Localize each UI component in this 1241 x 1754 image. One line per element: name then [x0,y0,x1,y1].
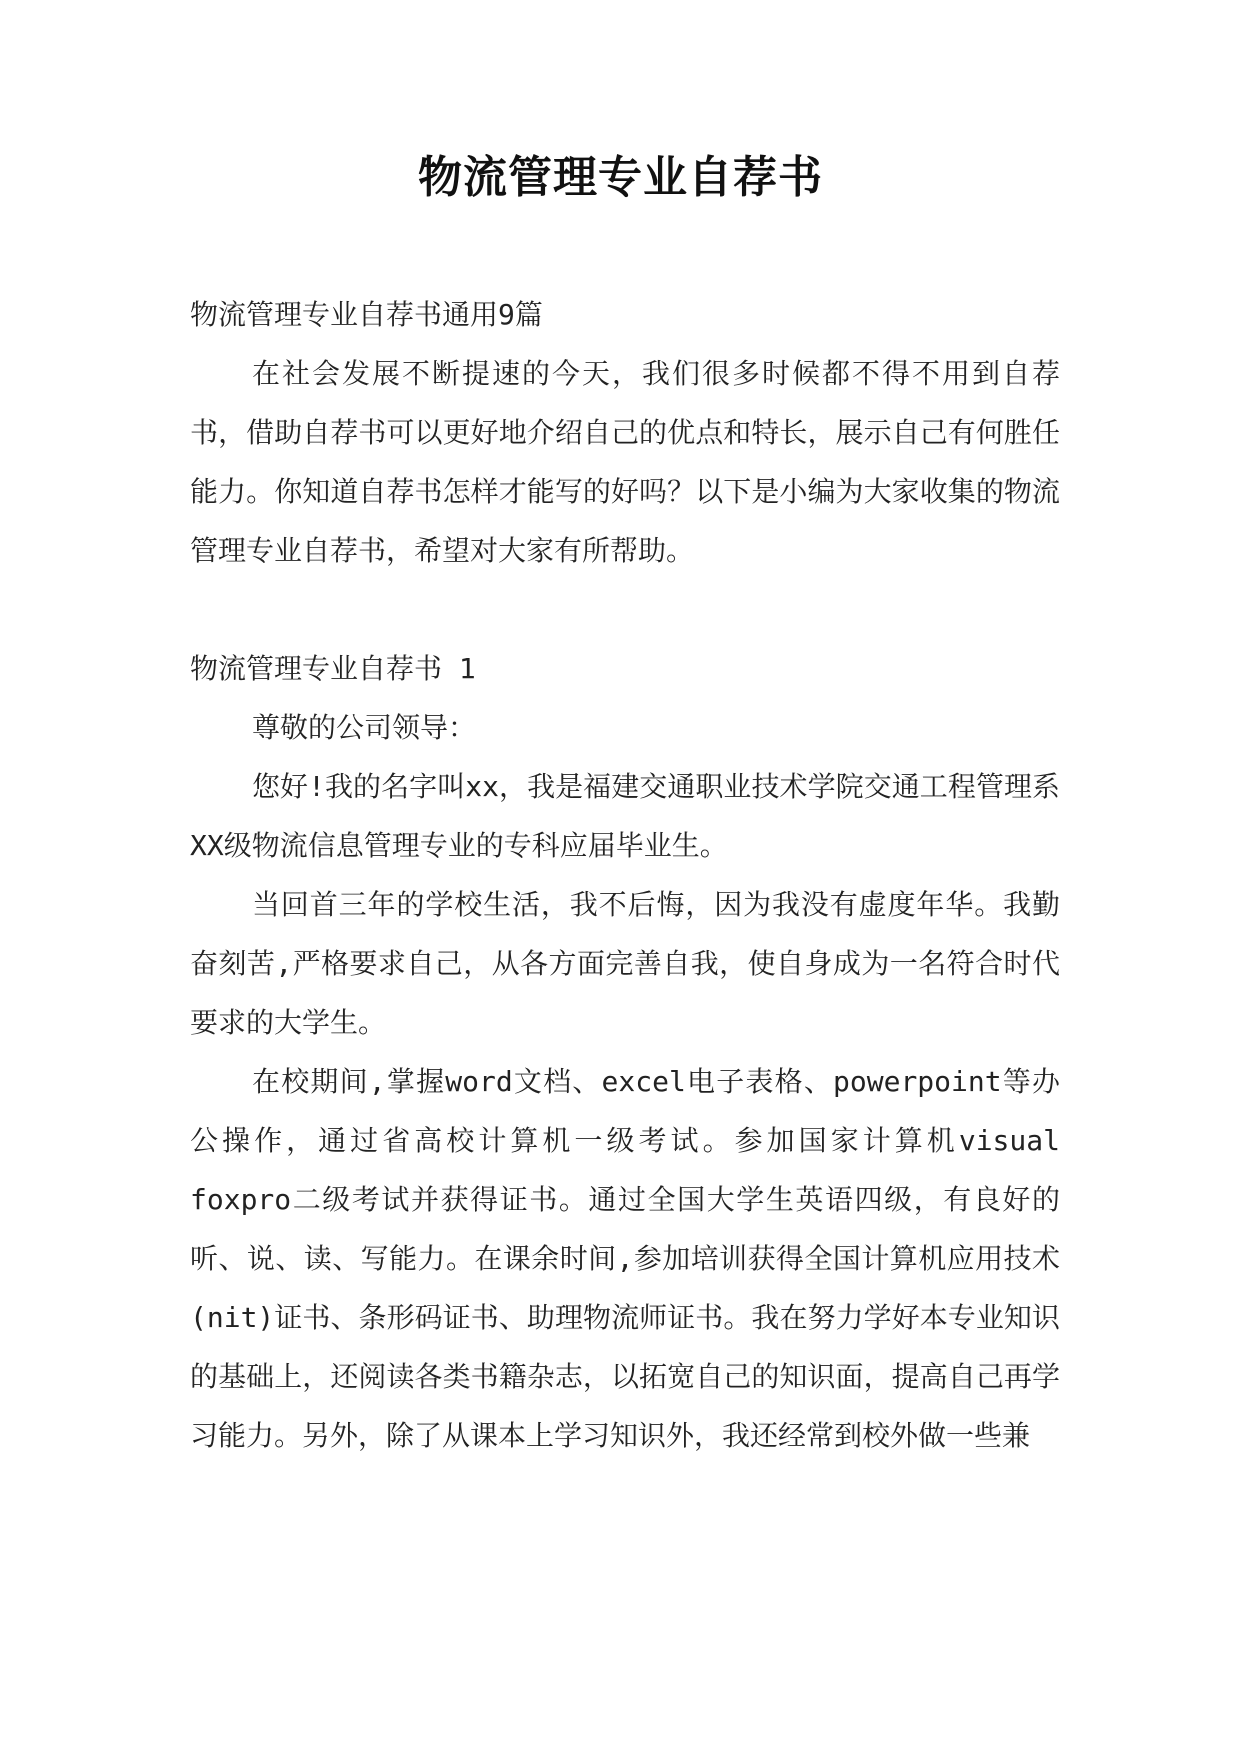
document-subtitle: 物流管理专业自荐书通用9篇 [190,298,543,331]
salutation: 尊敬的公司领导： [252,711,477,744]
document-body [190,285,1060,1465]
body-paragraph: 您好!我的名字叫xx，我是福建交通职业技术学院交通工程管理系XX级物流信息管理专业的专科应届毕业生。 [190,770,1060,862]
document-title: 物流管理专业自荐书 [418,152,823,203]
section-heading: 物流管理专业自荐书 1 [190,652,476,685]
intro-paragraph: 在社会发展不断提速的今天，我们很多时候都不得不用到自荐书，借助自荐书可以更好地介绍自己的优点和特长，展示自己有何胜任能力。你知道自荐书怎样才能写的好吗？以下是小编为大家收集的物流管理专业自荐书，希望对大家有所帮助。 [190,357,1060,567]
body-paragraph: 当回首三年的学校生活，我不后悔，因为我没有虚度年华。我勤奋刻苦,严格要求自己，从各方面完善自我，使自身成为一名符合时代要求的大学生。 [190,888,1060,1039]
body-paragraph: 在校期间,掌握word文档、excel电子表格、powerpoint等办公操作，通过省高校计算机一级考试。参加国家计算机visual foxpro二级考试并获得证书。通过全国大学生英语四级，有良好的听、说、读、写能力。在课余时间,参加培训获得全国计算机应用技术(nit)证书、条形码证书、助理物流师证书。我在努力学好本专业知识的基础上，还阅读各类书籍杂志，以拓宽自己的知识面，提高自己再学习能力。另外，除了从课本上学习知识外，我还经常到校外做一些兼 [190,1065,1060,1452]
